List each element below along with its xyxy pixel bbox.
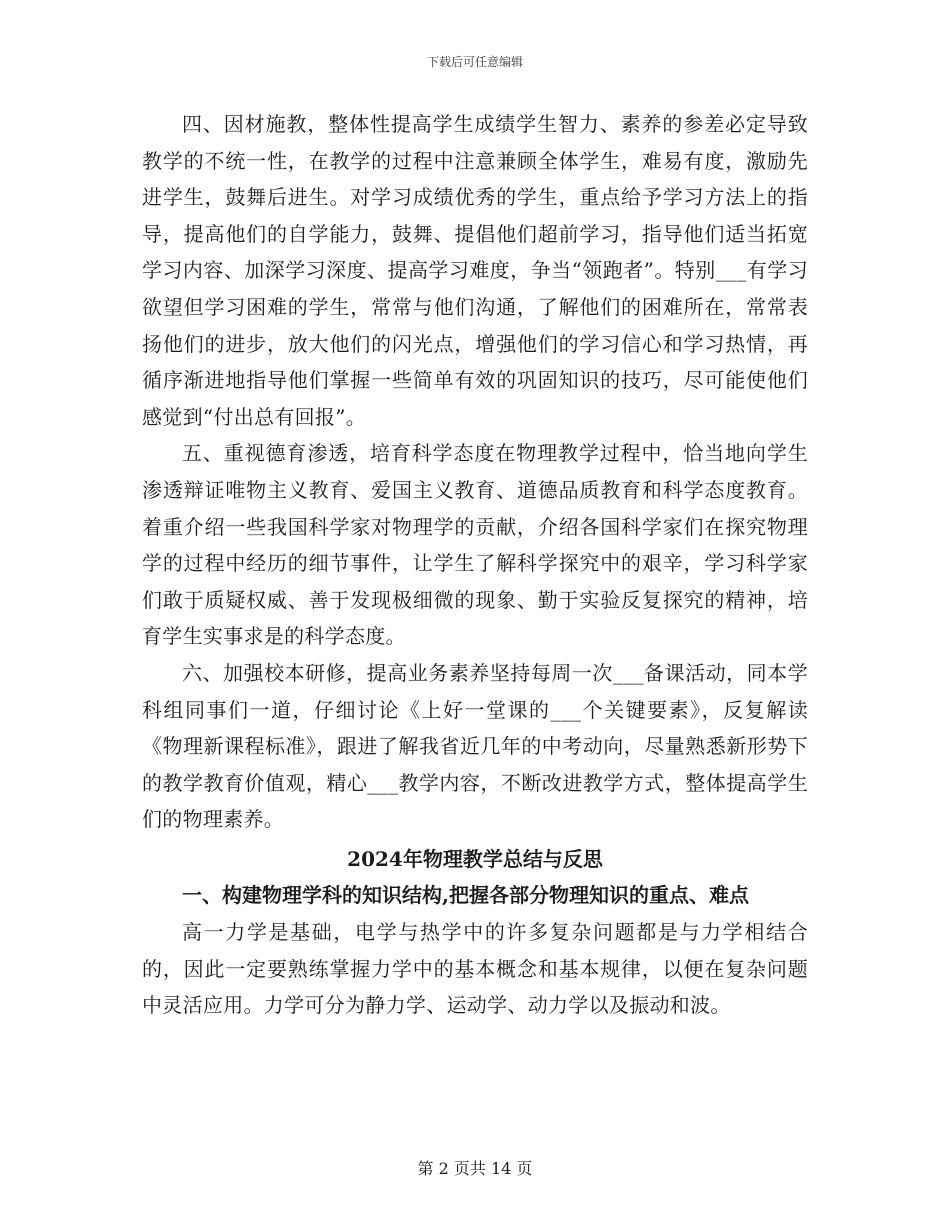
section-heading-1: 一、构建物理学科的知识结构,把握各部分物理知识的重点、难点 xyxy=(182,883,749,908)
page-header-note: 下载后可任意编辑 xyxy=(426,55,523,69)
section-title: 2024年物理教学总结与反思 xyxy=(347,846,603,871)
paragraph-4: 四、因材施教，整体性提高学生成绩学生智力、素养的参差必定导致教学的不统一性，在教学的过程中注意兼顾全体学生，难易有度，激励先进学生，鼓舞后进生。对学习成绩优秀的学生，重点给予学习方法上的指导，提高他们的自学能力，鼓舞、提倡他们超前学习，指导他们适当拓宽学习内容、加深学习深度、提高学习难度，争当“领跑者”。特别___有学习欲望但学习困难的学生，常常与他们沟通，了解他们的困难所在，常常表扬他们的进步，放大他们的闪光点，增强他们的学习信心和学习热情，再循序渐进地指导他们掌握一些简单有效的巩固知识的技巧，尽可能使他们感觉到“付出总有回报”。 xyxy=(142,112,808,429)
paragraph-7: 高一力学是基础，电学与热学中的许多复杂问题都是与力学相结合的，因此一定要熟练掌握力学中的基本概念和基本规律，以便在复杂问题中灵活应用。力学可分为静力学、运动学、动力学以及振动和波。 xyxy=(142,920,808,1018)
paragraph-6: 六、加强校本研修，提高业务素养坚持每周一次___备课活动，同本学科组同事们一道，仔细讨论《上好一堂课的___个关键要素》，反复解读《物理新课程标准》，跟进了解我省近几年的中考动向，尽量熟悉新形势下的教学教育价值观，精心___教学内容，不断改进教学方式，整体提高学生们的物理素养。 xyxy=(142,660,808,832)
document-body xyxy=(142,106,808,1024)
page-number: 第 2 页共 14 页 xyxy=(417,1159,533,1178)
paragraph-5: 五、重视德育渗透，培育科学态度在物理教学过程中，恰当地向学生渗透辩证唯物主义教育、爱国主义教育、道德品质教育和科学态度教育。着重介绍一些我国科学家对物理学的贡献，介绍各国科学家们在探究物理学的过程中经历的细节事件，让学生了解科学探究中的艰辛，学习科学家们敢于质疑权威、善于发现极细微的现象、勤于实验反复探究的精神，培育学生实事求是的科学态度。 xyxy=(142,441,808,649)
